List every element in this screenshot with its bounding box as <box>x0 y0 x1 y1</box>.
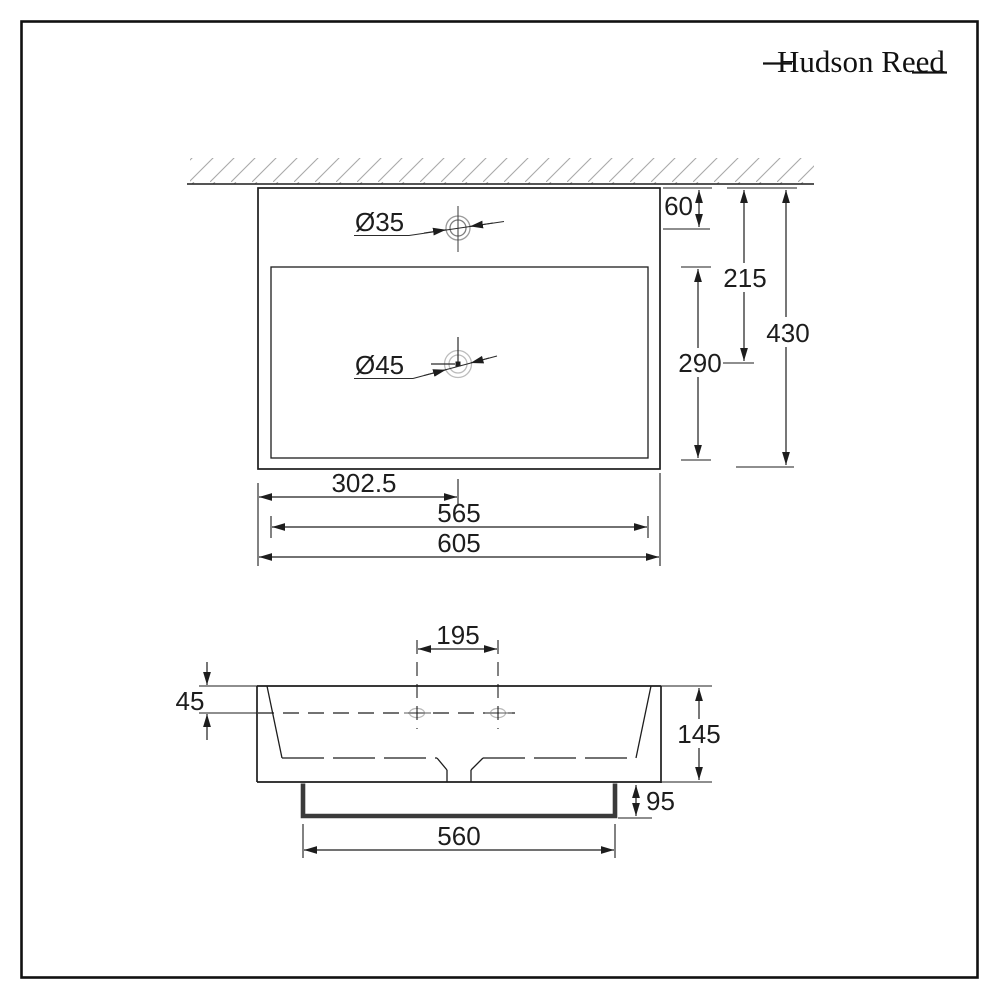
front-view <box>176 620 726 858</box>
dim-hole-spacing-label: 195 <box>436 620 480 650</box>
dim-plinth-height-label: 95 <box>646 786 675 816</box>
waste-hole-callout <box>354 350 497 380</box>
logo-text: Hudson Reed <box>777 44 945 79</box>
dim-waste-hole-setback-label: 215 <box>723 263 767 293</box>
dim-overall-depth <box>736 190 812 467</box>
dim-overall-height-label: 145 <box>677 719 721 749</box>
waste-hole <box>431 337 472 378</box>
dim-overall-width-label: 605 <box>437 528 481 558</box>
brand-logo <box>763 44 947 79</box>
dim-tap-hole-centre-label: 302.5 <box>331 468 397 498</box>
top-view <box>187 158 814 566</box>
basin-outer-outline <box>258 188 660 469</box>
dim-overall-height <box>661 686 726 782</box>
dim-basin-width-label: 565 <box>437 498 481 528</box>
dim-tap-hole-setback-label: 60 <box>664 191 693 221</box>
dim-tap-hole-centre <box>258 468 458 566</box>
wall-hatch <box>190 158 814 184</box>
plinth <box>303 784 615 817</box>
tap-hole-callout <box>354 207 504 237</box>
dim-tap-hole-setback <box>663 188 712 229</box>
waste-hole-diameter-label: Ø45 <box>355 350 405 380</box>
tap-hole-diameter-label: Ø35 <box>355 207 405 237</box>
dim-basin-depth <box>676 267 723 460</box>
dim-hole-drop <box>176 662 257 740</box>
dim-plinth-height <box>618 785 675 818</box>
dim-overall-depth-label: 430 <box>766 318 810 348</box>
dim-plinth-width-label: 560 <box>437 821 481 851</box>
basin-section-lines <box>258 686 651 782</box>
dim-basin-depth-label: 290 <box>678 348 722 378</box>
dim-hole-drop-label: 45 <box>175 686 205 716</box>
dim-plinth-width <box>303 821 615 858</box>
